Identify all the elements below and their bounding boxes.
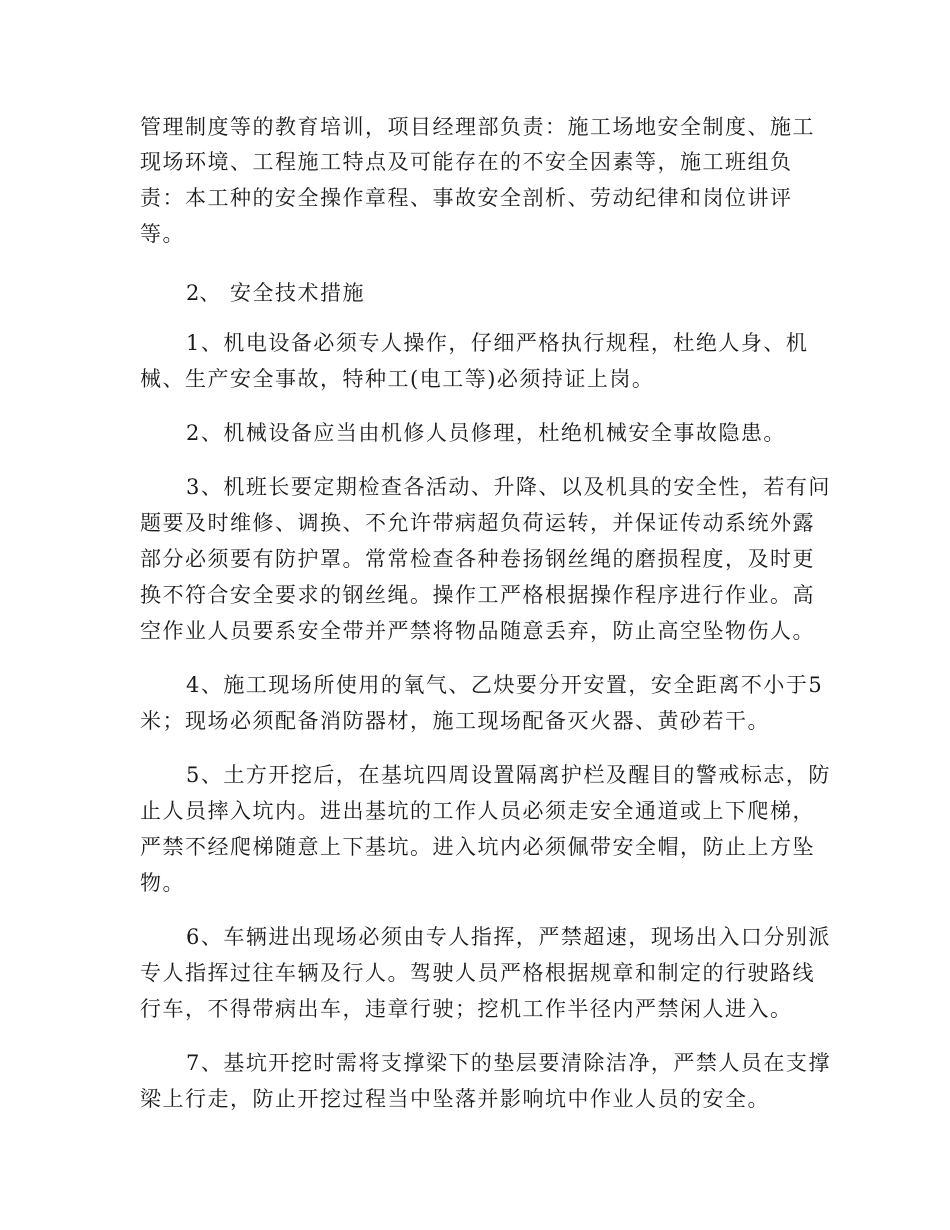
paragraph-line: 1、机电设备必须专人操作，仔细严格执行规程，杜绝人身、机	[186, 331, 809, 355]
paragraph-line: 6、车辆进出现场必须由专人指挥，严禁超速，现场出入口分别派	[186, 925, 831, 949]
paragraph-line: 物。	[140, 871, 185, 895]
paragraph-line: 止人员摔入坑内。进出基坑的工作人员必须走安全通道或上下爬梯，	[140, 799, 815, 823]
paragraph-line: 米；现场必须配备消防器材，施工现场配备灭火器、黄砂若干。	[140, 709, 770, 733]
paragraph-line: 械、生产安全事故，特种工(电工等)必须持证上岗。	[140, 367, 655, 391]
section-number: 2、	[186, 281, 221, 305]
paragraph-line: 题要及时维修、调换、不允许带病超负荷运转，并保证传动系统外露	[140, 511, 815, 535]
intro-line: 现场环境、工程施工特点及可能存在的不安全因素等，施工班组负	[140, 150, 793, 174]
paragraph-line: 7、基坑开挖时需将支撑梁下的垫层要清除洁净，严禁人员在支撑	[186, 1051, 831, 1075]
intro-line: 责：本工种的安全操作章程、事故安全剖析、劳动纪律和岗位讲评	[140, 186, 793, 210]
paragraph-line: 空作业人员要系安全带并严禁将物品随意丢弃，防止高空坠物伤人。	[140, 619, 815, 643]
paragraph-line: 部分必须要有防护罩。常常检查各种卷扬钢丝绳的磨损程度，及时更	[140, 547, 815, 571]
paragraph-line: 换不符合安全要求的钢丝绳。操作工严格根据操作程序进行作业。高	[140, 583, 815, 607]
intro-line: 管理制度等的教育培训，项目经理部负责：施工场地安全制度、施工	[140, 115, 815, 139]
paragraph-line: 3、机班长要定期检查各活动、升降、以及机具的安全性，若有问	[186, 475, 831, 499]
paragraph-line: 行车，不得带病出车，违章行驶；挖机工作半径内严禁闲人进入。	[140, 997, 793, 1021]
section-title: 安全技术措施	[230, 281, 365, 305]
paragraph-line: 5、土方开挖后，在基坑四周设置隔离护栏及醒目的警戒标志，防	[186, 763, 831, 787]
paragraph-line: 严禁不经爬梯随意上下基坑。进入坑内必须佩带安全帽，防止上方坠	[140, 835, 815, 859]
paragraph-line: 梁上行走，防止开挖过程当中坠落并影响坑中作业人员的安全。	[140, 1087, 770, 1111]
paragraph-line: 4、施工现场所使用的氧气、乙炔要分开安置，安全距离不小于5	[186, 673, 824, 697]
intro-line: 等。	[140, 222, 185, 246]
paragraph-line: 2、机械设备应当由机修人员修理，杜绝机械安全事故隐患。	[186, 421, 786, 445]
paragraph-line: 专人指挥过往车辆及行人。驾驶人员严格根据规章和制定的行驶路线	[140, 961, 815, 985]
